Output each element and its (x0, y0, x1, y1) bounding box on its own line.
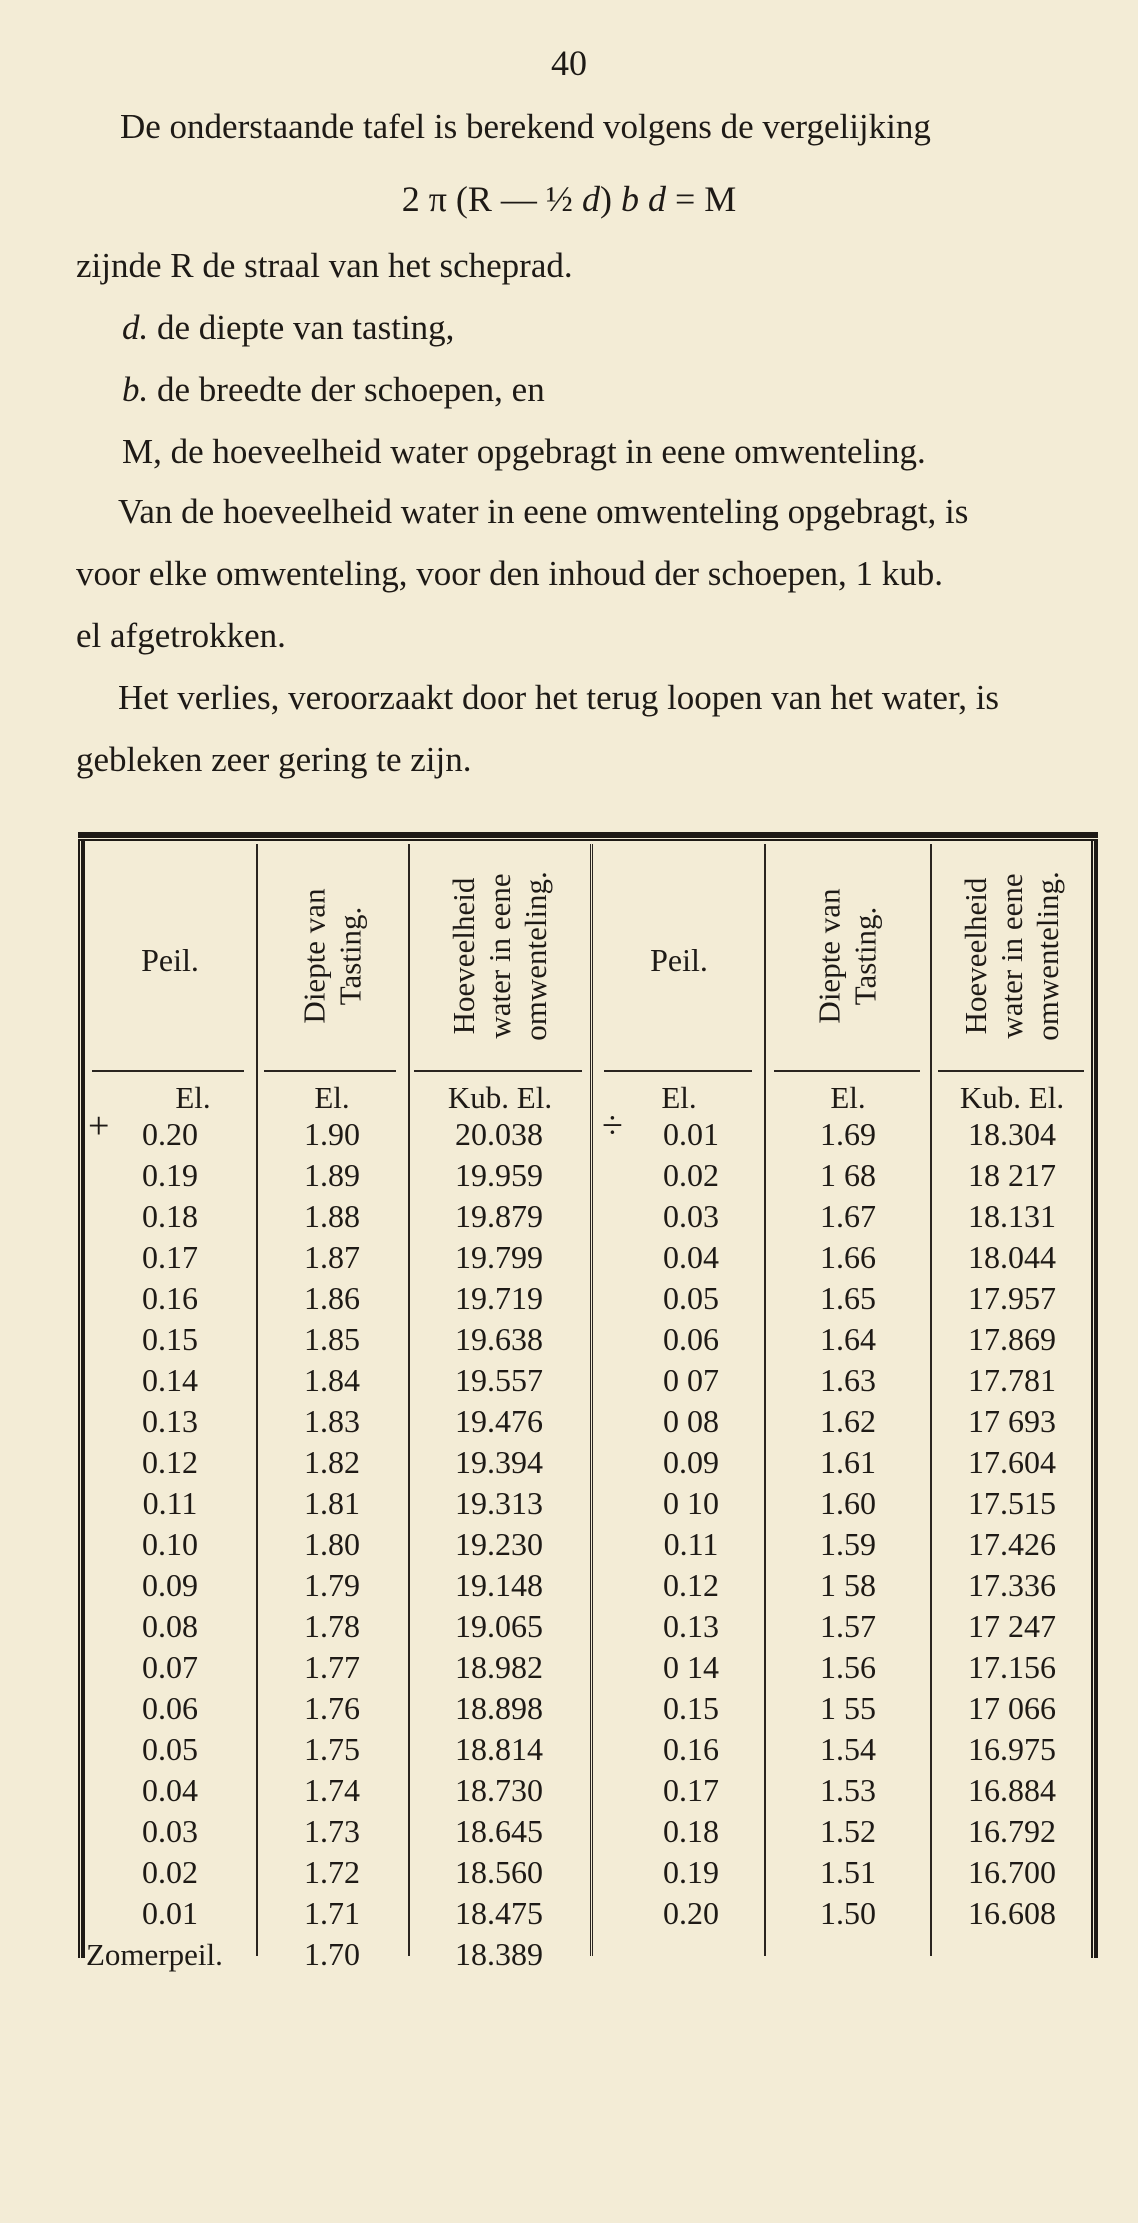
table-cell: 0.04 (663, 1239, 719, 1275)
header-rule (774, 1070, 920, 1072)
table-cell: 0.20 (142, 1116, 198, 1152)
table-cell: 17.869 (968, 1321, 1056, 1357)
table-cell: 0.05 (142, 1731, 198, 1767)
table-cell: 1.61 (820, 1444, 876, 1480)
table-cell: 16.700 (968, 1854, 1056, 1890)
table-cell: 0.02 (663, 1157, 719, 1193)
table-cell: 17 247 (968, 1608, 1056, 1644)
table-cell: 17.604 (968, 1444, 1056, 1480)
table-cell: 0.01 (663, 1116, 719, 1152)
table-cell: 0.10 (142, 1526, 198, 1562)
table-cell: 0.18 (142, 1198, 198, 1234)
table-cell: 18.814 (455, 1731, 543, 1767)
definition-r: zijnde R de straal van het scheprad. (76, 246, 573, 285)
header-peil: Peil. (650, 942, 708, 978)
table-cell: 1.87 (304, 1239, 360, 1275)
table-cell: 0.12 (663, 1567, 719, 1603)
table-cell: 0.15 (663, 1690, 719, 1726)
column-divider (764, 844, 766, 1956)
header-rule (604, 1070, 752, 1072)
table-cell: 19.719 (455, 1280, 543, 1316)
table-cell: 1.56 (820, 1649, 876, 1685)
table-cell: 0.07 (142, 1649, 198, 1685)
column-right-diepte (768, 1114, 928, 1934)
table-cell: 18.898 (455, 1690, 543, 1726)
table-cell: 1.73 (304, 1813, 360, 1849)
table-cell: 16.792 (968, 1813, 1056, 1849)
table-cell: 1.51 (820, 1854, 876, 1890)
column-right-peil (618, 1114, 764, 1934)
definition-d: d. de diepte van tasting, (122, 308, 455, 347)
header-rule (92, 1070, 244, 1072)
table-cell: 1.64 (820, 1321, 876, 1357)
intro-line: De onderstaande tafel is berekend volgens de vergelijking (120, 107, 931, 146)
paragraph-1-line-3: el afgetrokken. (76, 616, 286, 655)
table-cell: 17.515 (968, 1485, 1056, 1521)
table-cell: 18.304 (968, 1116, 1056, 1152)
column-divider (408, 844, 410, 1956)
header-diepte: Diepte van Tasting. (296, 888, 368, 1024)
plus-sign: + (88, 1105, 110, 1147)
header-rule (938, 1070, 1084, 1072)
table-cell: 1 68 (820, 1157, 876, 1193)
table-cell: 19.879 (455, 1198, 543, 1234)
table-center-divider (590, 844, 596, 1956)
definition-b: b. de breedte der schoepen, en (122, 370, 545, 409)
header-hoeveelheid: Hoeveelheid water in eene omwenteling. (445, 871, 553, 1041)
table-cell: 19.148 (455, 1567, 543, 1603)
table-cell: 0.20 (663, 1895, 719, 1931)
header-hoeveelheid: Hoeveelheid water in eene omwenteling. (958, 871, 1066, 1041)
table-cell: 1.60 (820, 1485, 876, 1521)
table-cell: 0.19 (663, 1854, 719, 1890)
table-cell: 1.79 (304, 1567, 360, 1603)
table-cell: 0.09 (663, 1444, 719, 1480)
definition-m: M, de hoeveelheid water opgebragt in eene omwenteling. (122, 432, 926, 471)
table-cell: 0.12 (142, 1444, 198, 1480)
table-cell: 1.74 (304, 1772, 360, 1808)
table-cell: 0.11 (142, 1485, 198, 1521)
table-cell: 0.05 (663, 1280, 719, 1316)
table-cell: 1.78 (304, 1608, 360, 1644)
paragraph-2-line-2: gebleken zeer gering te zijn. (76, 740, 472, 779)
unit-peil: El. (175, 1080, 211, 1115)
table-cell: 0 07 (663, 1362, 719, 1398)
formula: 2 π (R — ½ d) b d = M (401, 179, 737, 219)
table-cell: 1.89 (304, 1157, 360, 1193)
table-cell: 17.781 (968, 1362, 1056, 1398)
table-cell: 1.70 (304, 1936, 360, 1972)
table-cell: 17.426 (968, 1526, 1056, 1562)
table-right-border (1091, 840, 1098, 1958)
table-cell: 0.03 (142, 1813, 198, 1849)
table-cell: 0.06 (142, 1690, 198, 1726)
table-cell: 19.394 (455, 1444, 543, 1480)
table-cell: 16.884 (968, 1772, 1056, 1808)
table-cell: 1.84 (304, 1362, 360, 1398)
table-cell: 0.19 (142, 1157, 198, 1193)
column-left-hoeveelheid (412, 1114, 586, 1975)
table-cell: 0.04 (142, 1772, 198, 1808)
table-cell: 0.15 (142, 1321, 198, 1357)
table-cell: 18.475 (455, 1895, 543, 1931)
table-cell: 1.59 (820, 1526, 876, 1562)
table-cell: 18.560 (455, 1854, 543, 1890)
table-cell: 1.52 (820, 1813, 876, 1849)
table-cell: 1.50 (820, 1895, 876, 1931)
table-cell: 18.982 (455, 1649, 543, 1685)
table-cell: 1.81 (304, 1485, 360, 1521)
table-cell: 16.608 (968, 1895, 1056, 1931)
table-cell: 1.54 (820, 1731, 876, 1767)
table-cell: 1.83 (304, 1403, 360, 1439)
table-cell: 17 693 (968, 1403, 1056, 1439)
table-cell: 1 58 (820, 1567, 876, 1603)
table-cell: 0.11 (663, 1526, 719, 1562)
table-cell: 0.01 (142, 1895, 198, 1931)
column-left-peil (86, 1114, 254, 1975)
table-cell: 1.66 (820, 1239, 876, 1275)
table-cell: 1.90 (304, 1116, 360, 1152)
table-cell: 17 066 (968, 1690, 1056, 1726)
table-cell: 16.975 (968, 1731, 1056, 1767)
column-divider (930, 844, 932, 1956)
table-cell: 18 217 (968, 1157, 1056, 1193)
table-cell: 1.71 (304, 1895, 360, 1931)
table-cell: 0.09 (142, 1567, 198, 1603)
table-cell: 0.08 (142, 1608, 198, 1644)
table-cell: 17.957 (968, 1280, 1056, 1316)
table-cell: 19.959 (455, 1157, 543, 1193)
header-rule (264, 1070, 396, 1072)
header-peil: Peil. (141, 942, 199, 978)
table-cell: 1.77 (304, 1649, 360, 1685)
table-cell: 0.17 (142, 1239, 198, 1275)
table-cell: 1.82 (304, 1444, 360, 1480)
paragraph-1-line-1: Van de hoeveelheid water in eene omwenteling opgebragt, is (118, 492, 969, 531)
column-right-hoeveelheid (934, 1114, 1090, 1934)
table-cell: 18.389 (455, 1936, 543, 1972)
table-cell: 19.313 (455, 1485, 543, 1521)
header-diepte: Diepte van Tasting. (811, 888, 883, 1024)
table-cell: 1.86 (304, 1280, 360, 1316)
table-cell: 0.14 (142, 1362, 198, 1398)
table-cell: 0.16 (663, 1731, 719, 1767)
table-cell: 0 08 (663, 1403, 719, 1439)
page-number: 40 (551, 43, 587, 83)
table-cell: 19.638 (455, 1321, 543, 1357)
table-left-border (78, 840, 85, 1958)
table-cell: 1.85 (304, 1321, 360, 1357)
water-table (78, 832, 1098, 1972)
table-cell: 1 55 (820, 1690, 876, 1726)
table-cell: 19.230 (455, 1526, 543, 1562)
table-cell: 1.69 (820, 1116, 876, 1152)
table-cell: 18.645 (455, 1813, 543, 1849)
paragraph-1-line-2: voor elke omwenteling, voor den inhoud der schoepen, 1 kub. (76, 554, 944, 593)
table-cell: 0.16 (142, 1280, 198, 1316)
column-left-diepte (258, 1114, 406, 1975)
table-cell: 1.80 (304, 1526, 360, 1562)
table-cell: 1.53 (820, 1772, 876, 1808)
table-cell: 1.76 (304, 1690, 360, 1726)
table-cell: 1.62 (820, 1403, 876, 1439)
table-cell: 20.038 (455, 1116, 543, 1152)
table-top-border (78, 832, 1098, 841)
unit-hoeveelheid: Kub. El. (959, 1080, 1065, 1115)
minus-sign: ÷ (602, 1105, 623, 1147)
table-cell: 17.156 (968, 1649, 1056, 1685)
header-rule (414, 1070, 582, 1072)
table-cell: Zomerpeil. (86, 1937, 223, 1972)
unit-diepte: El. (314, 1080, 350, 1115)
table-cell: 19.799 (455, 1239, 543, 1275)
paragraph-2-line-1: Het verlies, veroorzaakt door het terug loopen van het water, is (118, 678, 1000, 717)
table-cell: 1.75 (304, 1731, 360, 1767)
table-cell: 18.131 (968, 1198, 1056, 1234)
table-cell: 1.67 (820, 1198, 876, 1234)
table-cell: 0.06 (663, 1321, 719, 1357)
table-cell: 0.13 (142, 1403, 198, 1439)
table-cell: 1.63 (820, 1362, 876, 1398)
table-cell: 1.65 (820, 1280, 876, 1316)
table-cell: 19.557 (455, 1362, 543, 1398)
table-cell: 0.17 (663, 1772, 719, 1808)
unit-diepte: El. (830, 1080, 866, 1115)
table-cell: 0.18 (663, 1813, 719, 1849)
unit-peil: El. (661, 1080, 697, 1115)
table-cell: 1.72 (304, 1854, 360, 1890)
table-cell: 0.02 (142, 1854, 198, 1890)
table-cell: 18.044 (968, 1239, 1056, 1275)
table-cell: 0.13 (663, 1608, 719, 1644)
table-cell: 19.065 (455, 1608, 543, 1644)
table-cell: 0 14 (663, 1649, 719, 1685)
table-cell: 1.57 (820, 1608, 876, 1644)
table-cell: 19.476 (455, 1403, 543, 1439)
table-cell: 0.03 (663, 1198, 719, 1234)
table-cell: 0 10 (663, 1485, 719, 1521)
table-cell: 1.88 (304, 1198, 360, 1234)
table-cell: 17.336 (968, 1567, 1056, 1603)
unit-hoeveelheid: Kub. El. (447, 1080, 553, 1115)
table-cell: 18.730 (455, 1772, 543, 1808)
